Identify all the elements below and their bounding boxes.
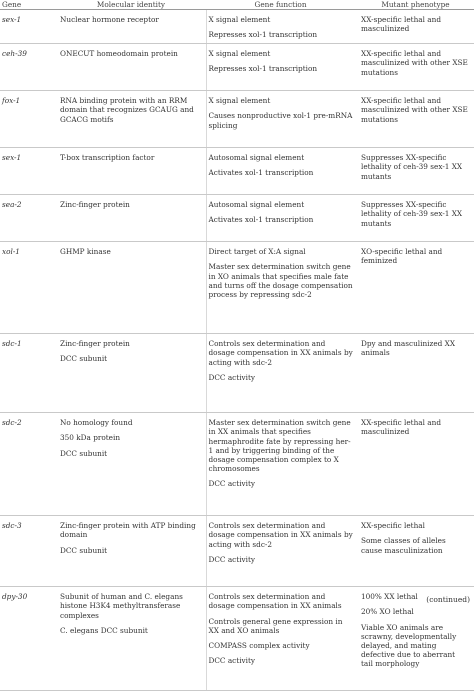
cell-paragraph: DCC activity [208, 655, 256, 665]
cell-paragraph: XX-specific lethal and masculinized with other XSE mutations [361, 49, 468, 77]
gene-cell: sex-1 [0, 10, 58, 44]
cell-paragraph: XO-specific lethal and feminized [361, 247, 443, 266]
molecular-identity-cell [58, 10, 206, 44]
molecular-identity-cell [58, 334, 206, 413]
cell-paragraph: XX-specific lethal [361, 521, 425, 531]
gene-function-cell [206, 91, 359, 148]
cell-paragraph: X signal element [208, 15, 271, 25]
cell-paragraph: Causes nonproductive xol-1 pre-mRNA splicing [208, 111, 353, 130]
gene-function-cell [206, 242, 359, 334]
cell-paragraph: Zinc-finger protein [60, 200, 130, 210]
table-row [0, 10, 474, 44]
gene-function-cell [206, 587, 359, 691]
cell-paragraph: GHMP kinase [60, 247, 111, 257]
gene-function-cell [206, 195, 359, 242]
cell-paragraph: Represses xol-1 transcription [208, 64, 318, 74]
gene-function-cell [206, 413, 359, 516]
cell-paragraph: Controls general gene expression in XX and XO animals [208, 616, 343, 635]
cell-paragraph: ONECUT homeodomain protein [60, 49, 178, 59]
cell-paragraph: Autosomal signal element [208, 153, 305, 163]
cell-paragraph: Nuclear hormone receptor [60, 15, 159, 25]
cell-paragraph: DCC subunit [60, 448, 108, 458]
gene-cell: ceh-39 [0, 44, 58, 91]
mutant-phenotype-cell [359, 10, 474, 44]
gene-cell: sdc-1 [0, 334, 58, 413]
cell-paragraph: 20% XO lethal [361, 607, 414, 617]
gene-cell: sea-2 [0, 195, 58, 242]
cell-paragraph: Suppresses XX-specific lethality of ceh-39 sex-1 XX mutants [361, 200, 463, 228]
gene-cell: sdc-2 [0, 413, 58, 516]
gene-function-cell [206, 516, 359, 587]
table-row [0, 242, 474, 334]
cell-paragraph: Subunit of human and C. elegans histone H3K4 methyltransferase complexes [60, 592, 183, 620]
cell-paragraph: Master sex determination switch gene in XO animals that specifies male fate and turns off the dosage compensation process by repressing sdc-2 [208, 262, 353, 299]
cell-paragraph: XX-specific lethal and masculinized [361, 15, 442, 34]
molecular-identity-cell [58, 516, 206, 587]
cell-paragraph: Viable XO animals are scrawny, developmentally delayed, and mating defective due to aberrant tail morphology [361, 622, 457, 668]
table-row [0, 91, 474, 148]
molecular-identity-cell [58, 195, 206, 242]
header-mutant-phenotype: Mutant phenotype [359, 0, 474, 10]
table-header-row [0, 0, 474, 10]
table-row [0, 195, 474, 242]
mutant-phenotype-cell [359, 516, 474, 587]
cell-paragraph: C. elegans DCC subunit [60, 625, 148, 635]
mutant-phenotype-cell [359, 195, 474, 242]
molecular-identity-cell [58, 587, 206, 691]
gene-cell: fox-1 [0, 91, 58, 148]
table-row [0, 148, 474, 195]
cell-paragraph: 100% XX lethal [361, 592, 418, 602]
header-molecular-identity: Molecular identity [58, 0, 206, 10]
cell-paragraph: Zinc-finger protein with ATP binding domain [60, 521, 196, 540]
cell-paragraph: Activates xol-1 transcription [208, 168, 314, 178]
cell-paragraph: XX-specific lethal and masculinized [361, 418, 442, 437]
mutant-phenotype-cell [359, 334, 474, 413]
cell-paragraph: DCC activity [208, 554, 256, 564]
gene-function-cell [206, 148, 359, 195]
cell-paragraph: DCC activity [208, 478, 256, 488]
table-row [0, 413, 474, 516]
cell-paragraph: X signal element [208, 49, 271, 59]
mutant-phenotype-cell [359, 91, 474, 148]
molecular-identity-cell [58, 413, 206, 516]
header-gene-function: Gene function [206, 0, 359, 10]
mutant-phenotype-cell [359, 413, 474, 516]
cell-paragraph: XX-specific lethal and masculinized with other XSE mutations [361, 96, 468, 124]
gene-function-cell [206, 10, 359, 44]
cell-paragraph: Controls sex determination and dosage compensation in XX animals by acting with sdc-2 [208, 521, 353, 549]
cell-paragraph: Represses xol-1 transcription [208, 30, 318, 40]
cell-paragraph: Suppresses XX-specific lethality of ceh-39 sex-1 XX mutants [361, 153, 463, 181]
continued-note: (continued) [426, 595, 470, 604]
cell-paragraph: Dpy and masculinized XX animals [361, 339, 456, 358]
molecular-identity-cell [58, 44, 206, 91]
molecular-identity-cell [58, 148, 206, 195]
cell-paragraph: No homology found [60, 418, 133, 428]
gene-function-cell [206, 334, 359, 413]
gene-cell: sex-1 [0, 148, 58, 195]
cell-paragraph: X signal element [208, 96, 271, 106]
gene-cell: dpy-30 [0, 587, 58, 691]
table-body [0, 10, 474, 691]
cell-paragraph: DCC subunit [60, 354, 108, 364]
gene-function-cell [206, 44, 359, 91]
gene-cell: sdc-3 [0, 516, 58, 587]
gene-cell: xol-1 [0, 242, 58, 334]
cell-paragraph: Activates xol-1 transcription [208, 215, 314, 225]
cell-paragraph: Some classes of alleles cause masculinization [361, 536, 446, 555]
cell-paragraph: Master sex determination switch gene in XX animals that specifies hermaphrodite fate by repressing her-1 and by triggering binding of the dosage compensation complex to X chromosomes [208, 418, 351, 473]
header-gene: Gene [0, 0, 58, 10]
cell-paragraph: DCC activity [208, 372, 256, 382]
cell-paragraph: Zinc-finger protein [60, 339, 130, 349]
table-row [0, 587, 474, 691]
cell-paragraph: Direct target of X:A signal [208, 247, 306, 257]
cell-paragraph: Controls sex determination and dosage compensation in XX animals [208, 592, 342, 611]
cell-paragraph: DCC subunit [60, 545, 108, 555]
table-row [0, 44, 474, 91]
mutant-phenotype-cell [359, 44, 474, 91]
cell-paragraph: COMPASS complex activity [208, 640, 310, 650]
table-row [0, 516, 474, 587]
cell-paragraph: Autosomal signal element [208, 200, 305, 210]
mutant-phenotype-cell [359, 242, 474, 334]
mutant-phenotype-cell [359, 148, 474, 195]
cell-paragraph: RNA binding protein with an RRM domain that recognizes GCAUG and GCACG motifs [60, 96, 194, 124]
molecular-identity-cell [58, 91, 206, 148]
table-row [0, 334, 474, 413]
cell-paragraph: Controls sex determination and dosage compensation in XX animals by acting with sdc-2 [208, 339, 353, 367]
molecular-identity-cell [58, 242, 206, 334]
cell-paragraph: T-box transcription factor [60, 153, 155, 163]
cell-paragraph: 350 kDa protein [60, 433, 121, 443]
